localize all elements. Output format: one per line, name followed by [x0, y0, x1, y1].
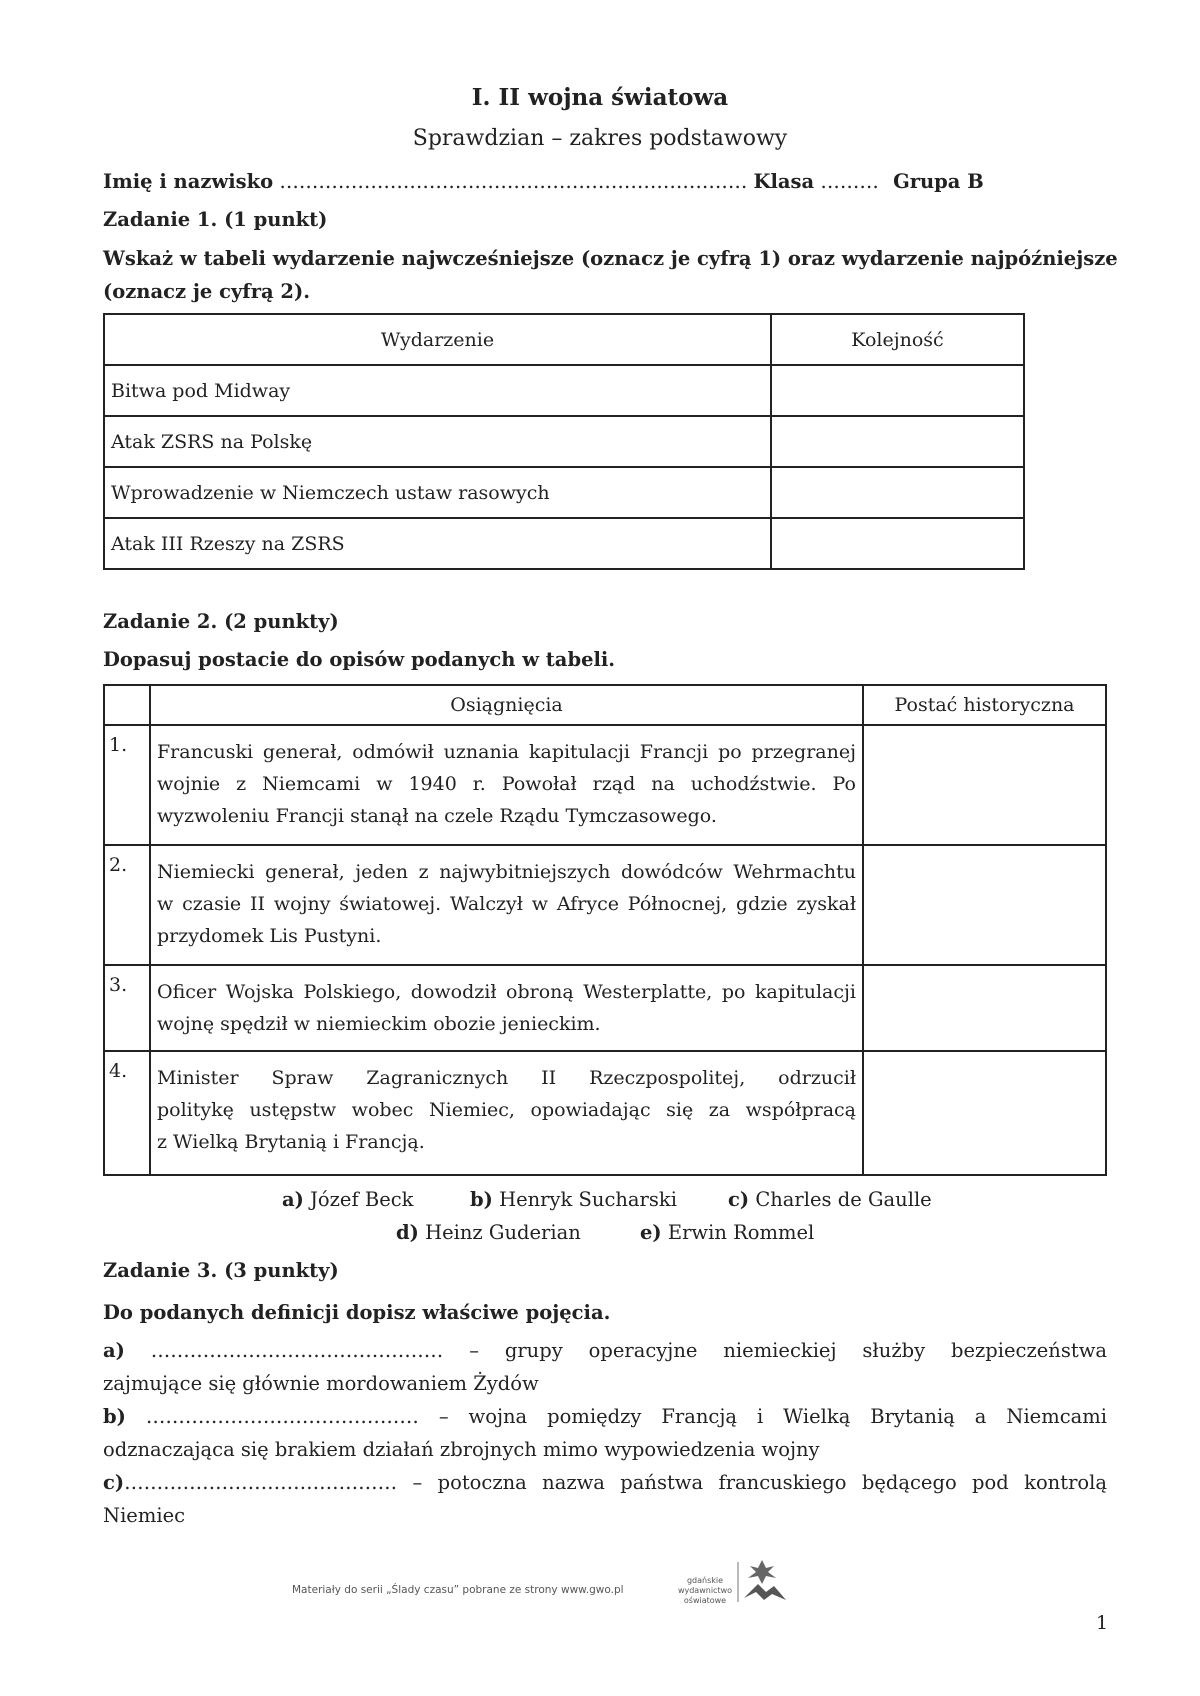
definition-item-b: b) …………………………………… – wojna pomiędzy Francją i Wielką Brytanią a Niemcami odznaczająca się brakiem działań zbrojnych mimo wypowiedzenia wojny [103, 1405, 1107, 1461]
order-answer-cell[interactable] [771, 365, 1024, 416]
achievement-description: Minister Spraw Zagranicznych II Rzeczpospolitej, odrzucił politykę ustępstw wobec Niemiec, opowiadając się za współpracą z Wielką Brytanią i Francją. [150, 1051, 863, 1175]
row-number: 1. [104, 725, 150, 845]
table-row [104, 518, 1024, 569]
order-answer-cell[interactable] [771, 518, 1024, 569]
class-field[interactable]: ……… [820, 170, 879, 193]
table-row [104, 416, 1024, 467]
num-header [104, 685, 150, 725]
table-row [104, 365, 1024, 416]
task1-heading: Zadanie 1. (1 punkt) [103, 208, 328, 231]
definition-item-c: c)…………………………………… – potoczna nazwa państwa francuskiego będącego pod kontrolą Niemiec [103, 1471, 1108, 1527]
group-label: Grupa B [893, 170, 984, 193]
task2-heading: Zadanie 2. (2 punkty) [103, 610, 339, 633]
col-order-header: Kolejność [771, 314, 1024, 365]
order-answer-cell[interactable] [771, 467, 1024, 518]
achievement-description: Niemiecki generał, jeden z najwybitniejszych dowódców Wehrmachtu w czasie II wojny światowej. Walczył w Afryce Północnej, gdzie zyskał przydomek Lis Pustyni. [150, 845, 863, 965]
event-cell: Bitwa pod Midway [104, 365, 771, 416]
table-row [104, 725, 1106, 845]
answer-blank-c[interactable]: …………………………………… [124, 1471, 398, 1494]
table-row [104, 845, 1106, 965]
task2-instruction: Dopasuj postacie do opisów podanych w tabeli. [103, 648, 616, 671]
page-title: I. II wojna światowa [471, 84, 729, 111]
name-label: Imię i nazwisko [103, 170, 274, 193]
option-b: b) Henryk Sucharski [470, 1188, 677, 1211]
row-number: 3. [104, 965, 150, 1051]
table-header-row [104, 685, 1106, 725]
task1-instruction-line1: Wskaż w tabeli wydarzenie najwcześniejsze (oznacz je cyfrą 1) oraz wydarzenie najpóźniejsze [103, 247, 1118, 270]
page-subtitle: Sprawdzian – zakres podstawowy [412, 126, 788, 151]
achievement-description: Oficer Wojska Polskiego, dowodził obroną Westerplatte, po kapitulacji wojnę spędził w niemieckim obozie jenieckim. [150, 965, 863, 1051]
col-event-header: Wydarzenie [104, 314, 771, 365]
person-answer-cell[interactable] [863, 725, 1106, 845]
event-cell: Atak ZSRS na Polskę [104, 416, 771, 467]
option-c: c) Charles de Gaulle [728, 1188, 932, 1211]
option-d: d) Heinz Guderian [396, 1221, 581, 1244]
person-answer-cell[interactable] [863, 845, 1106, 965]
person-answer-cell[interactable] [863, 1051, 1106, 1175]
row-number: 2. [104, 845, 150, 965]
definition-item-a: a) ……………………………………… – grupy operacyjne niemieckiej służby bezpieczeństwa zajmujące się głównie mordowaniem Żydów [103, 1339, 1108, 1395]
person-answer-cell[interactable] [863, 965, 1106, 1051]
name-field[interactable]: ……………………………………………………………… [279, 170, 748, 193]
option-e: e) Erwin Rommel [640, 1221, 815, 1244]
answer-blank-a[interactable]: ……………………………………… [150, 1339, 444, 1362]
student-info-line [103, 170, 984, 193]
table-header-row [104, 314, 1024, 365]
event-cell: Atak III Rzeszy na ZSRS [104, 518, 771, 569]
task3-instruction: Do podanych definicji dopisz właściwe pojęcia. [103, 1301, 611, 1324]
publisher-logo-text: gdańskie wydawnictwo oświatowe [677, 1576, 733, 1605]
event-cell: Wprowadzenie w Niemczech ustaw rasowych [104, 467, 771, 518]
table-row [104, 965, 1106, 1051]
col-achievements-header: Osiągnięcia [150, 685, 863, 725]
page-number: 1 [1096, 1612, 1109, 1634]
task3-heading: Zadanie 3. (3 punkty) [103, 1259, 339, 1282]
task2-table [103, 684, 1107, 1176]
task1-instruction-line2: (oznacz je cyfrą 2). [103, 280, 310, 303]
table-row [104, 467, 1024, 518]
footer-source-text: Materiały do serii „Ślady czasu” pobrane ze strony www.gwo.pl [292, 1584, 624, 1596]
class-label: Klasa [753, 170, 815, 193]
achievement-description: Francuski generał, odmówił uznania kapitulacji Francji po przegranej wojnie z Niemcami w 1940 r. Powołał rząd na uchodźstwie. Po wyzwoleniu Francji stanął na czele Rządu Tymczasowego. [150, 725, 863, 845]
order-answer-cell[interactable] [771, 416, 1024, 467]
publisher-logo-icon [736, 1556, 790, 1606]
answer-blank-b[interactable]: …………………………………… [145, 1405, 419, 1428]
task1-table [103, 313, 1025, 570]
option-a: a) Józef Beck [282, 1188, 414, 1211]
row-number: 4. [104, 1051, 150, 1175]
table-row [104, 1051, 1106, 1175]
col-person-header: Postać historyczna [863, 685, 1106, 725]
